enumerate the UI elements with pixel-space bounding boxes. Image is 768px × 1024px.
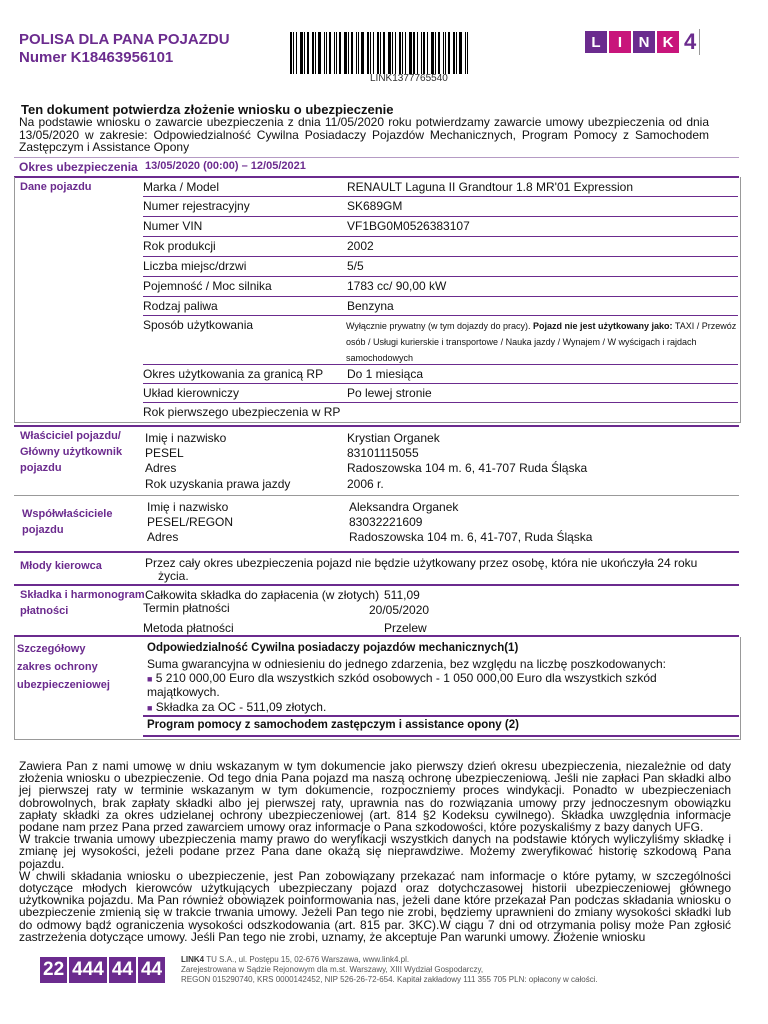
- company-registration: Zarejestrowana w Sądzie Rejonowym dla m.st. Warszawy, XIII Wydział Gospodarczy,: [181, 965, 484, 974]
- young-driver-text: [145, 557, 697, 583]
- barcode-bar: [413, 32, 415, 74]
- barcode-bar: [370, 32, 371, 74]
- usage-private: Wyłącznie prywatny (w tym dojazdy do pracy).: [346, 321, 531, 331]
- oc-title: Odpowiedzialność Cywilna posiadaczy pojazdów mechanicznych(1): [147, 642, 519, 654]
- barcode-bar: [465, 32, 466, 74]
- coowner-value: Aleksandra Organek: [349, 500, 459, 514]
- scope-divider: [143, 735, 739, 737]
- oc-sum: Suma gwarancyjna w odniesieniu do jednego zdarzenia, bez względu na liczbę poszkodowanych:: [147, 657, 666, 671]
- barcode-bar: [467, 32, 468, 74]
- company-address: TU S.A., ul. Postępu 15, 02-676 Warszawa, www.link4.pl.: [204, 955, 410, 964]
- young-driver-line: Przez cały okres ubezpieczenia pojazd nie będzie użytkowany przez osobę, która nie ukończyła 24 roku: [145, 556, 698, 570]
- vehicle-row: [143, 178, 738, 197]
- barcode-bar: [358, 32, 359, 74]
- scope-label-line: zakres ochrony: [17, 661, 98, 673]
- period-label: Okres ubezpieczenia: [19, 160, 138, 174]
- row-key: Układ kierowniczy: [143, 386, 240, 400]
- vehicle-row: [143, 277, 738, 297]
- coowner-key: PESEL/REGON: [147, 515, 234, 529]
- barcode-bar: [290, 32, 292, 74]
- logo-letter: N: [633, 31, 655, 53]
- barcode-bar: [356, 32, 357, 74]
- usage-excluded: TAXI / Przewóz osób / Usługi kurierskie i transportowe / Nauka jazdy / Wynajem / W wyścigach i rajdach samochodowych: [346, 321, 737, 363]
- barcode-bar: [351, 32, 353, 74]
- row-value: Do 1 miesiąca: [347, 367, 424, 381]
- barcode-bar: [339, 32, 341, 74]
- owner-key: Adres: [145, 461, 177, 475]
- row-value: 1783 cc/ 90,00 kW: [347, 279, 447, 293]
- payment-method-value: Przelew: [384, 621, 427, 635]
- row-key: Rodzaj paliwa: [143, 299, 218, 313]
- row-key: Liczba miejsc/drzwi: [143, 259, 247, 273]
- vehicle-row: [143, 237, 738, 257]
- barcode-bar: [315, 32, 316, 74]
- hotline-part: 444: [69, 957, 107, 983]
- barcode-bar: [348, 32, 349, 74]
- row-value: Benzyna: [347, 299, 394, 313]
- hotline-part: 22: [40, 957, 67, 983]
- barcode-bar: [421, 32, 422, 74]
- coowner-key: Adres: [147, 530, 179, 544]
- usage-not-used-as: Pojazd nie jest użytkowany jako:: [533, 321, 673, 331]
- premium-section-label: [20, 587, 145, 619]
- vehicle-row: [143, 403, 738, 421]
- premium-key: Termin płatności: [143, 601, 230, 615]
- logo-letter: K: [657, 31, 679, 53]
- row-value: 5/5: [347, 259, 364, 273]
- barcode-bar: [344, 32, 347, 74]
- logo-divider: [699, 29, 700, 55]
- company-info: [181, 955, 598, 985]
- vehicle-row: [143, 217, 738, 237]
- vehicle-usage-row: [143, 316, 738, 365]
- section-divider: [14, 425, 739, 427]
- bullet-icon: ■: [147, 674, 153, 684]
- barcode-bar: [388, 32, 391, 74]
- barcode-bar: [456, 32, 457, 74]
- barcode-bar: [296, 32, 297, 74]
- row-key: Marka / Model: [143, 180, 220, 194]
- barcode-image: [290, 32, 476, 74]
- payment-date-value: 20/05/2020: [369, 603, 430, 617]
- owner-label-line: Właściciel pojazdu/: [20, 430, 121, 442]
- vehicle-row: [143, 384, 738, 403]
- scope-label-line: ubezpieczeniowej: [17, 679, 110, 691]
- barcode-bar: [399, 32, 401, 74]
- barcode-bar: [367, 32, 369, 74]
- section-divider: [14, 495, 739, 496]
- premium-label-line: Składka i harmonogram: [20, 589, 145, 601]
- young-driver-label: Młody kierowca: [20, 560, 102, 572]
- barcode-bar: [445, 32, 446, 74]
- row-value: VF1BG0M0526383107: [347, 219, 470, 233]
- scope-section-label: [17, 640, 110, 694]
- scope-label-line: Szczegółowy: [17, 643, 86, 655]
- barcode-bar: [448, 32, 450, 74]
- coowner-label-line: pojazdu: [22, 524, 64, 536]
- hotline-part: 44: [138, 957, 165, 983]
- barcode-bar: [373, 32, 374, 74]
- oc-premium: Składka za OC - 511,09 złotych.: [155, 700, 327, 714]
- barcode-bar: [453, 32, 455, 74]
- owner-label-line: pojazdu: [20, 462, 62, 474]
- row-key: Numer rejestracyjny: [143, 199, 250, 213]
- owner-key: Imię i nazwisko: [145, 431, 227, 445]
- owner-key: PESEL: [145, 446, 184, 460]
- link4-logo: [585, 29, 700, 55]
- terms-paragraph: Zawiera Pan z nami umowę w dniu wskazanym w tym dokumencie jako pierwszy dzień okresu ubezpieczenia, niezależnie od daty złożenia wniosku o ubezpieczenie. Od tego dnia Pana pojazd ma naszą ochronę ubezpieczeniową. Jeśli nie zapłaci Pan składki albo jej pierwszej raty w terminie wskazanym w tym dokumencie, rozpoczniemy proces windykacji. Ponadto w ubezpieczeniach dobrowolnych, brak zapłaty składki albo jej pierwszej raty, uprawnia nas do rozwiązania umowy przy jednoczesnym obowiązku zapłaty składki za okres udzielanej ochrony ubezpieczeniowej (art. 814 §2 Kodeksu cywilnego). Składka uwzględnia informacje podane nam przez Pana przed zawarciem umowy oraz informacje o Pana szkodowości, które pozyskaliśmy z bazy danych UFG.: [19, 759, 731, 835]
- barcode-bar: [443, 32, 444, 74]
- terms-paragraph: W chwili składania wniosku o ubezpieczenie, jest Pan zobowiązany przekazać nam informacje o które pytamy, w szczególności dotyczące młodych kierowców użytkujących ubezpieczany pojazd oraz dotychczasowej historii ubezpieczeniowej głównego użytkownika pojazdu. Ma Pan również obowiązek poinformowania nas, jeżeli dane które przekazał Pan podczas składania wniosku o ubezpieczenie zmienią się w trakcie trwania umowy. Jeżeli Pan tego nie zrobi, będziemy uprawnieni do zmiany wysokości składki lub do odmowy bądź ograniczenia wysokości odszkodowania (art. 815 par. 3KC).W ciągu 7 dni od otrzymania polisy może Pan zgłosić zastrzeżenia dotyczące umowy. Jeśli Pan tego nie zrobi, uznamy, że akceptuje Pan warunki umowy. Złożenie wniosku: [19, 868, 731, 944]
- premium-key: Całkowita składka do zapłacenia (w złotych): [145, 588, 380, 602]
- barcode-bar: [392, 32, 393, 74]
- vehicle-row: [143, 297, 738, 316]
- barcode-bar: [435, 32, 436, 74]
- policy-header: [19, 31, 230, 67]
- row-key: Numer VIN: [143, 219, 203, 233]
- period-value: 13/05/2020 (00:00) – 12/05/2021: [145, 160, 306, 172]
- logo-letter: L: [585, 31, 607, 53]
- hotline-number: [40, 957, 167, 983]
- owner-value: Krystian Organek: [347, 431, 440, 445]
- row-key: Rok pierwszego ubezpieczenia w RP: [143, 405, 341, 419]
- barcode-bar: [431, 32, 434, 74]
- row-value: 2002: [347, 239, 374, 253]
- vehicle-row: [143, 197, 738, 217]
- barcode-bar: [459, 32, 462, 74]
- confirmation-heading: Ten dokument potwierdza złożenie wniosku o ubezpieczenie: [21, 102, 394, 117]
- logo-letter: I: [609, 31, 631, 53]
- barcode-bar: [361, 32, 364, 74]
- barcode-bar: [383, 32, 385, 74]
- barcode-bar: [409, 32, 412, 74]
- barcode-bar: [380, 32, 381, 74]
- company-ids: REGON 015290740, KRS 0000142452, NIP 526-26-72-654. Kapitał zakładowy 111 355 705 PLN: opłacony w całości.: [181, 975, 598, 984]
- usage-description: [346, 318, 738, 366]
- bullet-icon: ■: [147, 703, 153, 713]
- hotline-part: 44: [109, 957, 136, 983]
- row-value: SK689GM: [347, 199, 403, 213]
- oc-bullet-1: [147, 672, 657, 699]
- premium-total-value: 511,09: [384, 588, 420, 602]
- barcode-bar: [405, 32, 406, 74]
- owner-value: Radoszowska 104 m. 6, 41-707 Ruda Śląska: [347, 461, 588, 475]
- barcode-bar: [334, 32, 335, 74]
- confirmation-text: Na podstawie wniosku o zawarcie ubezpieczenia z dnia 11/05/2020 roku potwierdzamy zawarcie umowy ubezpieczenia od dnia 13/05/2020 w zakresie: Odpowiedzialność Cywilna Posiadaczy Pojazdów Mechanicznych, Program Pomocy z Samochodem Zastępczym i Assistance Opony: [19, 115, 709, 154]
- oc-limits-cont: majątkowych.: [147, 685, 220, 699]
- barcode-bar: [438, 32, 440, 74]
- oc-bullet-2: [147, 700, 326, 714]
- row-key: Okres użytkowania za granicą RP: [143, 367, 324, 381]
- row-key: Sposób użytkowania: [143, 318, 254, 332]
- barcode-bar: [318, 32, 321, 74]
- barcode-bar: [293, 32, 294, 74]
- barcode-bar: [395, 32, 396, 74]
- barcode-bar: [417, 32, 418, 74]
- coowner-label-line: Współwłaściciele: [22, 508, 113, 520]
- owner-section-label: [20, 428, 122, 476]
- barcode-bar: [329, 32, 331, 74]
- policy-title: POLISA DLA PANA POJAZDU: [19, 31, 230, 48]
- barcode-bar: [423, 32, 425, 74]
- barcode-bar: [427, 32, 428, 74]
- barcode-bar: [312, 32, 314, 74]
- barcode-bar: [402, 32, 403, 74]
- coowner-key: Imię i nazwisko: [147, 500, 229, 514]
- barcode-bar: [300, 32, 303, 74]
- terms-text: [19, 760, 731, 943]
- scope-divider: [143, 715, 739, 717]
- section-divider: [14, 584, 739, 586]
- young-driver-line: życia.: [158, 569, 189, 583]
- row-key: Pojemność / Moc silnika: [143, 279, 272, 293]
- row-value: RENAULT Laguna II Grandtour 1.8 MR'01 Expression: [347, 180, 633, 194]
- company-name: LINK4: [181, 955, 205, 964]
- policy-number: Numer K18463956101: [19, 49, 174, 66]
- logo-digit: 4: [684, 29, 697, 54]
- oc-limits: 5 210 000,00 Euro dla wszystkich szkód osobowych - 1 050 000,00 Euro dla wszystkich szkód: [155, 671, 657, 685]
- coowner-section-label: [22, 506, 112, 538]
- owner-label-line: Główny użytkownik: [20, 446, 123, 458]
- barcode-bar: [336, 32, 337, 74]
- barcode-bar: [377, 32, 379, 74]
- vehicle-row: [143, 365, 738, 384]
- premium-label-line: płatności: [20, 605, 69, 617]
- row-key: Rok produkcji: [143, 239, 216, 253]
- owner-value: 2006 r.: [347, 477, 384, 491]
- barcode-number: LINK1377765540: [370, 73, 448, 84]
- premium-key: Metoda płatności: [143, 621, 234, 635]
- barcode-bar: [324, 32, 325, 74]
- row-value: Po lewej stronie: [347, 386, 432, 400]
- coowner-value: 83032221609: [349, 515, 423, 529]
- section-divider: [14, 551, 739, 553]
- assistance-title: Program pomocy z samochodem zastępczym i assistance opony (2): [147, 719, 519, 731]
- barcode-bar: [326, 32, 327, 74]
- barcode-bar: [304, 32, 305, 74]
- owner-key: Rok uzyskania prawa jazdy: [145, 477, 291, 491]
- owner-value: 83101115055: [347, 446, 419, 460]
- barcode-bar: [307, 32, 309, 74]
- vehicle-section-label: Dane pojazdu: [20, 181, 92, 193]
- terms-paragraph: W trakcie trwania umowy ubezpieczenia mamy prawo do weryfikacji wszystkich danych na podstawie których wyliczyliśmy składkę i zmianę jej wysokości, jeżeli podane przez Pana dane okażą się nieprawdziwe. Możemy zweryfikować historię szkodową Pana pojazdu.: [19, 832, 731, 871]
- vehicle-row: [143, 257, 738, 277]
- coowner-value: Radoszowska 104 m. 6, 41-707, Ruda Śląska: [349, 530, 593, 544]
